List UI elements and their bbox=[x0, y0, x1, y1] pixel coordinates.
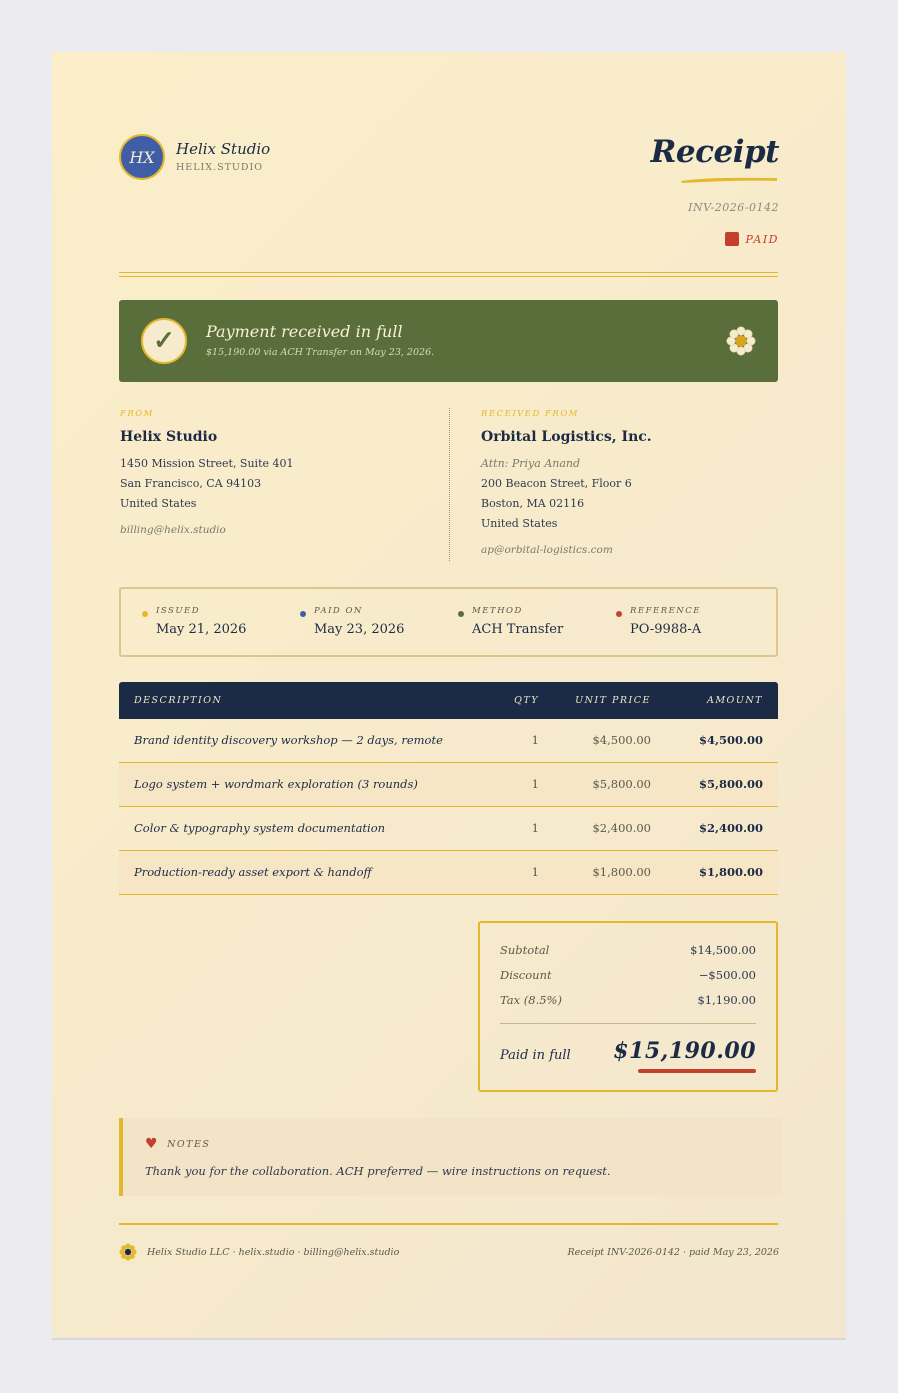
dot-icon bbox=[616, 611, 622, 617]
tax-label: Tax (8.5%) bbox=[500, 993, 562, 1007]
to-address-line: 200 Beacon Street, Floor 6 bbox=[481, 477, 632, 490]
notes-text: Thank you for the collaboration. ACH preferred — wire instructions on request. bbox=[145, 1164, 611, 1178]
col-unit-price: UNIT PRICE bbox=[575, 695, 651, 706]
check-icon bbox=[141, 318, 187, 364]
row-amount: $2,400.00 bbox=[698, 821, 763, 835]
table-header bbox=[119, 682, 778, 719]
meta-label: METHOD bbox=[472, 606, 523, 616]
payment-meta bbox=[119, 587, 778, 657]
row-qty: 1 bbox=[531, 777, 539, 791]
meta-value: PO-9988-A bbox=[630, 622, 702, 637]
brand-name: Helix Studio bbox=[176, 140, 271, 158]
meta-value: ACH Transfer bbox=[472, 622, 564, 637]
row-qty: 1 bbox=[531, 865, 539, 879]
row-description: Logo system + wordmark exploration (3 rounds) bbox=[134, 777, 418, 791]
col-description: DESCRIPTION bbox=[134, 695, 223, 706]
sunflower-icon bbox=[119, 1243, 137, 1261]
col-qty: QTY bbox=[514, 695, 539, 706]
row-description: Color & typography system documentation bbox=[134, 821, 386, 835]
to-address-line: Boston, MA 02116 bbox=[481, 497, 585, 510]
row-unit-price: $1,800.00 bbox=[592, 865, 651, 879]
from-label: FROM bbox=[120, 409, 154, 419]
table-row bbox=[119, 807, 778, 851]
subtotal-value: $14,500.00 bbox=[690, 943, 756, 957]
brand-initials: HX bbox=[129, 147, 155, 167]
from-email[interactable]: billing@helix.studio bbox=[120, 524, 226, 536]
col-amount: AMOUNT bbox=[706, 695, 763, 706]
to-name: Orbital Logistics, Inc. bbox=[481, 429, 652, 445]
header-divider bbox=[119, 272, 778, 277]
grand-total-underline bbox=[638, 1069, 756, 1073]
notes-header bbox=[145, 1136, 210, 1152]
payment-banner bbox=[119, 300, 778, 382]
meta-value: May 23, 2026 bbox=[314, 622, 405, 637]
page-title bbox=[651, 134, 779, 170]
row-amount: $4,500.00 bbox=[698, 733, 763, 747]
totals-box bbox=[478, 921, 778, 1092]
party-divider bbox=[449, 408, 450, 561]
to-address bbox=[481, 474, 632, 534]
meta-label: REFERENCE bbox=[630, 606, 701, 616]
to-email[interactable]: ap@orbital-logistics.com bbox=[481, 544, 613, 556]
notes-title: NOTES bbox=[167, 1138, 211, 1150]
status-label: PAID bbox=[745, 232, 779, 246]
line-items-table bbox=[119, 682, 778, 895]
totals-divider bbox=[500, 1023, 756, 1024]
to-address-line: United States bbox=[481, 517, 558, 530]
meta-label: ISSUED bbox=[156, 606, 201, 616]
flower-icon bbox=[726, 326, 756, 356]
subtotal-label: Subtotal bbox=[500, 943, 550, 957]
row-amount: $1,800.00 bbox=[698, 865, 763, 879]
meta-value: May 21, 2026 bbox=[156, 622, 247, 637]
receipt-page bbox=[52, 52, 846, 1338]
tax-value: $1,190.00 bbox=[697, 993, 756, 1007]
row-qty: 1 bbox=[531, 733, 539, 747]
to-attn: Attn: Priya Anand bbox=[481, 457, 581, 470]
discount-value: −$500.00 bbox=[698, 968, 756, 982]
from-name: Helix Studio bbox=[120, 429, 218, 445]
footer-left bbox=[119, 1243, 399, 1261]
table-row bbox=[119, 719, 778, 763]
row-unit-price: $2,400.00 bbox=[592, 821, 651, 835]
table-row bbox=[119, 763, 778, 807]
banner-subtitle: $15,190.00 via ACH Transfer on May 23, 2026. bbox=[206, 347, 435, 358]
from-address-line: 1450 Mission Street, Suite 401 bbox=[120, 457, 294, 470]
row-amount: $5,800.00 bbox=[698, 777, 763, 791]
dot-icon bbox=[142, 611, 148, 617]
to-label: RECEIVED FROM bbox=[481, 409, 580, 419]
discount-label: Discount bbox=[500, 968, 552, 982]
row-unit-price: $5,800.00 bbox=[592, 777, 651, 791]
brand-logo bbox=[119, 134, 165, 180]
grand-total-value: $15,190.00 bbox=[613, 1038, 756, 1064]
row-description: Brand identity discovery workshop — 2 days, remote bbox=[134, 733, 443, 747]
grand-total-label: Paid in full bbox=[500, 1048, 571, 1063]
status-badge bbox=[725, 232, 780, 246]
heart-icon: ♥ bbox=[145, 1136, 160, 1152]
meta-label: PAID ON bbox=[314, 606, 363, 616]
row-qty: 1 bbox=[531, 821, 539, 835]
dot-icon bbox=[300, 611, 306, 617]
footer-right-text: Receipt INV-2026-0142 · paid May 23, 2026 bbox=[567, 1247, 779, 1258]
from-address-line: San Francisco, CA 94103 bbox=[120, 477, 262, 490]
invoice-number: INV-2026-0142 bbox=[688, 201, 779, 214]
from-address-line: United States bbox=[120, 497, 197, 510]
status-square-icon bbox=[725, 232, 739, 246]
receipt-title-text: Receipt bbox=[650, 134, 779, 170]
banner-title: Payment received in full bbox=[206, 322, 403, 341]
notes-section bbox=[119, 1118, 782, 1196]
dot-icon bbox=[458, 611, 464, 617]
table-row bbox=[119, 851, 778, 895]
title-brush-underline bbox=[680, 174, 778, 184]
footer-divider bbox=[119, 1223, 778, 1225]
brand-domain: HELIX.STUDIO bbox=[176, 162, 264, 173]
row-unit-price: $4,500.00 bbox=[592, 733, 651, 747]
footer-left-text: Helix Studio LLC · helix.studio · billing@helix.studio bbox=[147, 1246, 400, 1258]
row-description: Production-ready asset export & handoff bbox=[134, 865, 372, 879]
from-address bbox=[120, 454, 294, 514]
check-glyph: ✓ bbox=[153, 326, 175, 356]
